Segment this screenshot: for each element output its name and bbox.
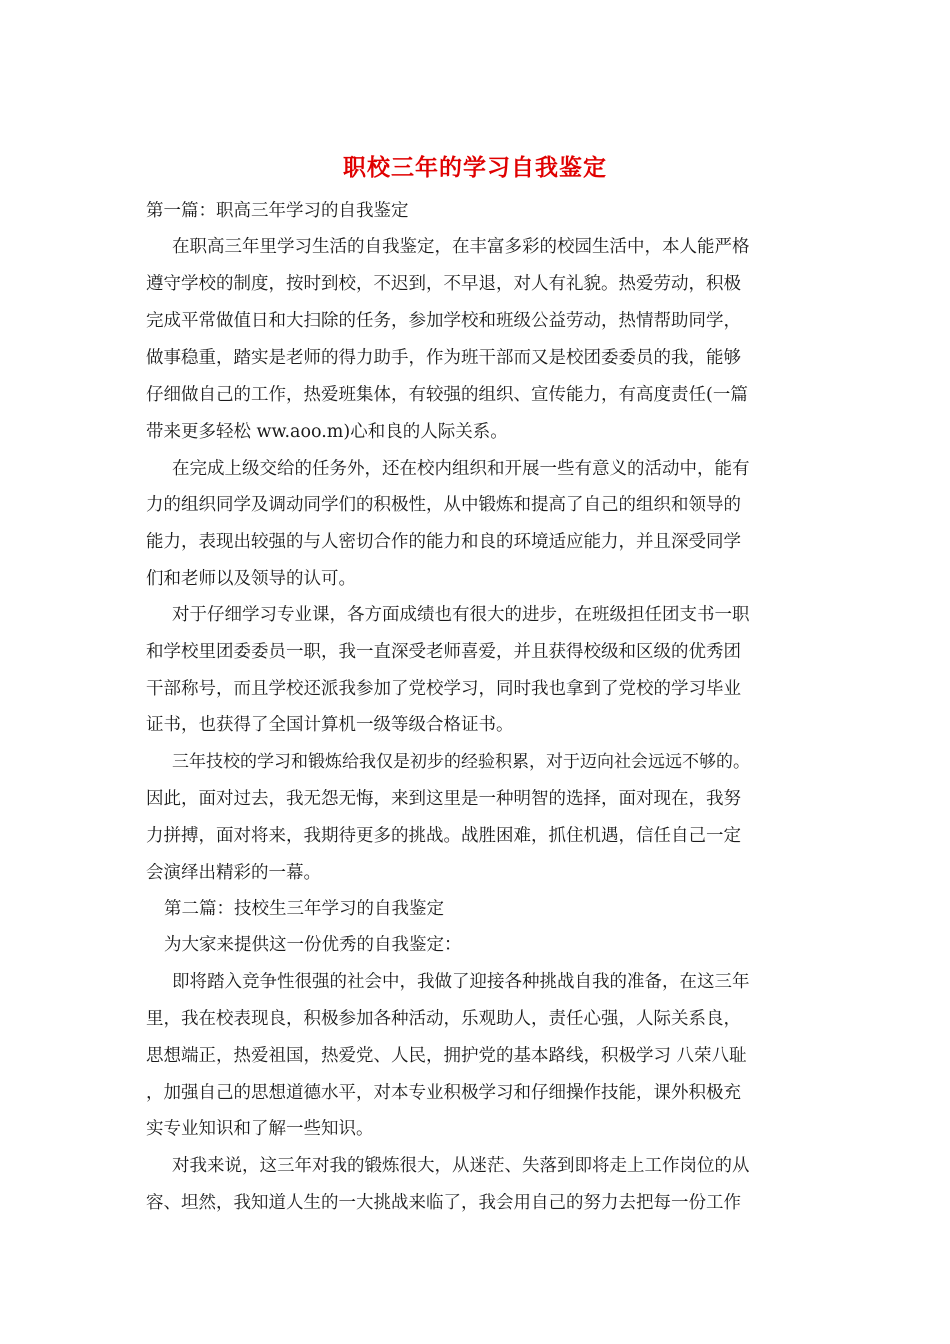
body-line: 们和老师以及领导的认可。	[146, 569, 356, 589]
body-line: 带来更多轻松 ww.aoo.m)心和良的人际关系。	[146, 422, 508, 442]
body-line: 证书，也获得了全国计算机一级等级合格证书。	[146, 715, 514, 735]
body-line: 里，我在校表现良，积极参加各种活动，乐观助人，责任心强，人际关系良，	[146, 1009, 741, 1029]
body-line: 思想端正，热爱祖国，热爱党、人民，拥护党的基本路线，积极学习 八荣八耻	[146, 1046, 747, 1066]
body-line: 为大家来提供这一份优秀的自我鉴定：	[164, 935, 462, 955]
body-line: 仔细做自己的工作，热爱班集体，有较强的组织、宣传能力，有高度责任(一篇	[146, 385, 748, 405]
section-heading-1: 第一篇：职高三年学习的自我鉴定	[146, 201, 409, 221]
body-line: 遵守学校的制度，按时到校，不迟到，不早退，对人有礼貌。热爱劳动，积极	[146, 274, 741, 294]
body-line: 在职高三年里学习生活的自我鉴定，在丰富多彩的校园生活中，本人能严格	[172, 237, 750, 257]
body-line: ，加强自己的思想道德水平，对本专业积极学习和仔细操作技能，课外积极充	[146, 1083, 741, 1103]
body-line: 干部称号，而且学校还派我参加了党校学习，同时我也拿到了党校的学习毕业	[146, 679, 741, 699]
body-line: 和学校里团委委员一职，我一直深受老师喜爱，并且获得校级和区级的优秀团	[146, 642, 741, 662]
body-line: 因此，面对过去，我无怨无悔，来到这里是一种明智的选择，面对现在，我努	[146, 789, 741, 809]
section-heading-2: 第二篇：技校生三年学习的自我鉴定	[164, 899, 444, 919]
body-line: 在完成上级交给的任务外，还在校内组织和开展一些有意义的活动中，能有	[172, 459, 750, 479]
body-line: 力拼搏，面对将来，我期待更多的挑战。战胜困难，抓住机遇，信任自己一定	[146, 826, 741, 846]
body-line: 容、坦然，我知道人生的一大挑战来临了，我会用自己的努力去把每一份工作	[146, 1193, 741, 1213]
body-line: 三年技校的学习和锻炼给我仅是初步的经验积累，对于迈向社会远远不够的。	[172, 752, 750, 772]
body-line: 完成平常做值日和大扫除的任务，参加学校和班级公益劳动，热情帮助同学，	[146, 311, 741, 331]
document-title: 职校三年的学习自我鉴定	[343, 154, 607, 181]
body-line: 实专业知识和了解一些知识。	[146, 1119, 374, 1139]
body-line: 力的组织同学及调动同学们的积极性，从中锻炼和提高了自己的组织和领导的	[146, 495, 741, 515]
body-line: 即将踏入竞争性很强的社会中，我做了迎接各种挑战自我的准备，在这三年	[172, 972, 750, 992]
body-line: 能力，表现出较强的与人密切合作的能力和良的环境适应能力，并且深受同学	[146, 532, 741, 552]
body-line: 做事稳重，踏实是老师的得力助手，作为班干部而又是校团委委员的我，能够	[146, 348, 741, 368]
body-line: 对我来说，这三年对我的锻炼很大，从迷茫、失落到即将走上工作岗位的从	[172, 1156, 750, 1176]
body-line: 对于仔细学习专业课，各方面成绩也有很大的进步，在班级担任团支书一职	[172, 605, 750, 625]
body-line: 会演绎出精彩的一幕。	[146, 863, 321, 883]
